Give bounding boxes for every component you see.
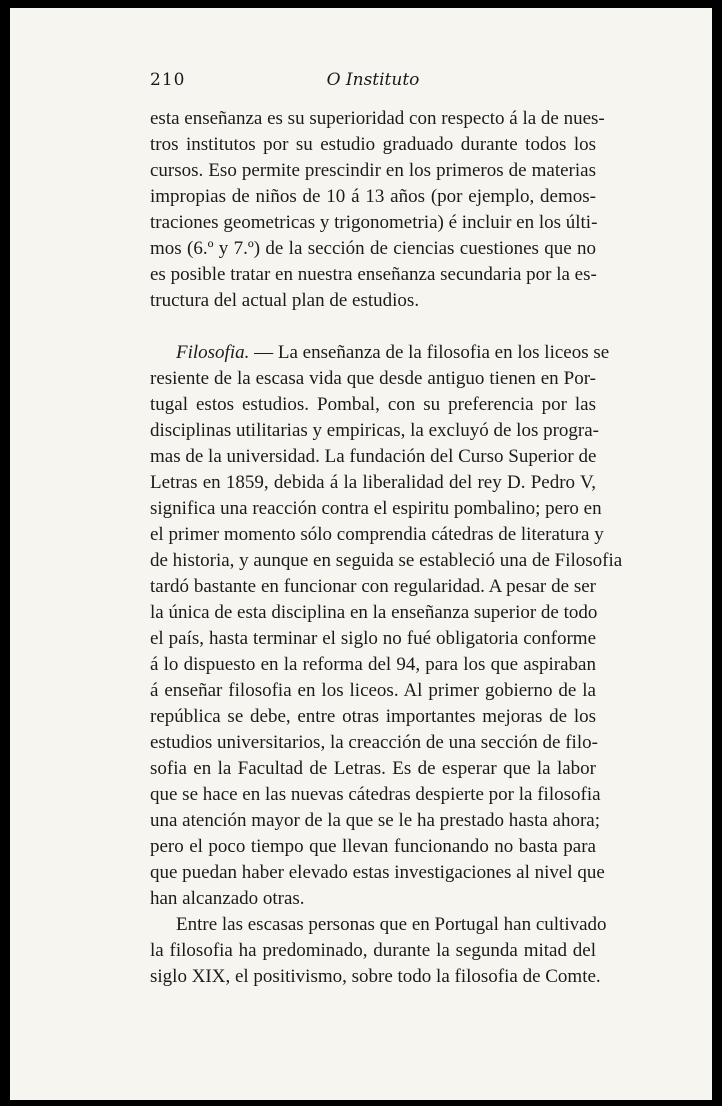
text-line: mas de la universidad. La fundación del Curso Superior de (150, 446, 597, 467)
paragraph-gap (150, 314, 596, 340)
text-line: la única de esta disciplina en la enseñanza superior de todo (150, 602, 598, 623)
running-title: O Instituto (326, 70, 420, 90)
text-line: el primer momento sólo comprendia cátedras de literatura y (150, 524, 604, 545)
section-lead: Filosofia. (176, 342, 250, 363)
first-line-text: — La enseñanza de la filosofia en los liceos se (249, 342, 610, 363)
text-line: siglo XIX, el positivismo, sobre todo la filosofia de Comte. (150, 966, 601, 987)
text-line: sofia en la Facultad de Letras. Es de esperar que la labor (150, 758, 596, 779)
text-line: pero el poco tiempo que llevan funcionando no basta para (150, 836, 596, 857)
text-line: que se hace en las nuevas cátedras despierte por la filosofia (150, 784, 601, 805)
text-line: tructura del actual plan de estudios. (150, 290, 420, 311)
text-line: el país, hasta terminar el siglo no fué obligatoria conforme (150, 628, 596, 649)
text-line: disciplinas utilitarias y empiricas, la excluyó de los progra- (150, 420, 600, 441)
text-line: á enseñar filosofia en los liceos. Al primer gobierno de la (150, 680, 596, 701)
text-line: la filosofia ha predominado, durante la segunda mitad del (150, 940, 596, 961)
body-text (150, 106, 623, 990)
text-line: impropias de niños de 10 á 13 años (por ejemplo, demos- (150, 186, 596, 207)
paragraph-2 (150, 340, 623, 912)
text-line: mos (6.º y 7.º) de la sección de ciencias cuestiones que no (150, 238, 596, 259)
text-line: república se debe, entre otras importantes mejoras de los (150, 706, 596, 727)
text-line: á lo dispuesto en la reforma del 94, para los que aspiraban (150, 654, 596, 675)
text-line: tugal estos estudios. Pombal, con su preferencia por las (150, 394, 596, 415)
page-number: 210 (150, 70, 186, 90)
text-line: es posible tratar en nuestra enseñanza secundaria por la es- (150, 264, 597, 285)
book-page (10, 8, 712, 1100)
text-line: tros institutos por su estudio graduado durante todos los (150, 134, 596, 155)
text-line (150, 340, 610, 366)
text-line: que puedan haber elevado estas investigaciones al nivel que (150, 862, 605, 883)
text-line: Letras en 1859, debida á la liberalidad del rey D. Pedro V, (150, 472, 596, 493)
text-line: Entre las escasas personas que en Portugal han cultivado (176, 914, 607, 935)
text-line: traciones geometricas y trigonometria) é incluir en los últi- (150, 212, 598, 233)
text-line: de historia, y aunque en seguida se estableció una de Filosofia (150, 550, 623, 571)
text-line: resiente de la escasa vida que desde antiguo tienen en Por- (150, 368, 596, 389)
paragraph-3 (150, 912, 607, 990)
text-line: una atención mayor de la que se le ha prestado hasta ahora; (150, 810, 601, 831)
text-line: cursos. Eso permite prescindir en los primeros de materias (150, 160, 596, 181)
page-header (150, 70, 596, 96)
text-line: estudios universitarios, la creacción de una sección de filo- (150, 732, 598, 753)
text-line: han alcanzado otras. (150, 888, 305, 909)
text-line: significa una reacción contra el espiritu pombalino; pero en (150, 498, 602, 519)
text-line: tardó bastante en funcionar con regularidad. A pesar de ser (150, 576, 596, 597)
paragraph-1 (150, 106, 605, 314)
text-line: esta enseñanza es su superioridad con respecto á la de nues- (150, 108, 605, 129)
